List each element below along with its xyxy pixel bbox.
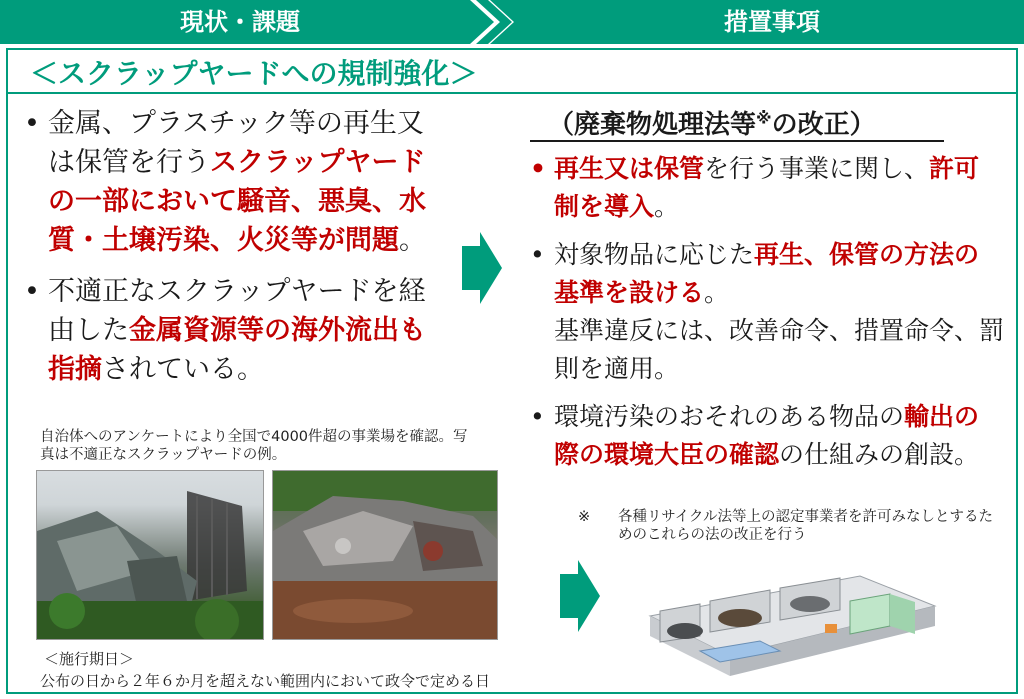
- issues-list: [20, 104, 440, 401]
- measure-1-text: を行う事業に関し、: [704, 154, 930, 183]
- facility-illustration: [640, 556, 940, 684]
- issue-1-text: 金属、プラスチック等の再生又は保管を行う: [48, 108, 424, 178]
- issue-item-1: [20, 104, 440, 260]
- arrow-right-icon: [560, 560, 600, 632]
- effective-date-title: ＜施行期日＞: [44, 650, 135, 668]
- measure-2-text: 対象物品に応じた: [554, 240, 755, 269]
- measure-2-tail: 。: [704, 278, 730, 307]
- issue-1-emphasis: スクラップヤードの一部において騒音、悪臭、水質・土壌汚染、火災等が問題: [48, 147, 426, 256]
- amendment-heading: [548, 104, 876, 141]
- measure-3-emphasis: 輸出の際の環境大臣の確認: [554, 402, 980, 469]
- survey-caption: 自治体へのアンケートにより全国で4000件超の事業場を確認。写真は不適正なスクラップヤードの例。: [40, 429, 468, 463]
- measure-2-emphasis: 再生、保管の方法の基準を設ける: [554, 240, 980, 307]
- issue-1-tail: 。: [399, 225, 426, 256]
- issue-item-2: [20, 272, 440, 389]
- measures-list: [522, 150, 1004, 484]
- measure-1-emphasis-2: 許可制を導入: [554, 154, 980, 221]
- scrapyard-photo-2: [272, 470, 498, 640]
- footnote-text: 各種リサイクル法等上の認定事業者を許可みなしとするためのこれらの法の改正を行う: [618, 509, 993, 543]
- measure-item-3: [522, 398, 1004, 474]
- note-reference-mark: ※: [756, 108, 772, 128]
- amendment-heading-post: の改正）: [771, 110, 876, 140]
- measure-item-1: [522, 150, 1004, 226]
- header-measures: 措置事項: [724, 8, 820, 36]
- measure-2-penalty: 基準違反には、改善命令、措置命令、罰則を適用。: [554, 316, 1005, 383]
- issue-2-emphasis: 金属資源等の海外流出も指摘: [48, 315, 426, 385]
- heading-underline: [530, 140, 944, 142]
- amendment-heading-pre: （廃棄物処理法等: [548, 110, 757, 140]
- arrow-right-icon: [462, 232, 502, 304]
- footnote-mark: ※: [578, 509, 591, 525]
- scrapyard-photo-1: [36, 470, 264, 640]
- measure-3-tail: の仕組みの創設。: [779, 440, 980, 469]
- section-title-bar: [8, 50, 1016, 94]
- bullet-icon: •: [530, 240, 545, 269]
- section-title: ＜スクラップヤードへの規制強化＞: [30, 57, 478, 90]
- header-bar: [0, 0, 1024, 44]
- header-current-issues: 現状・課題: [180, 8, 300, 36]
- issue-2-tail: されている。: [102, 354, 264, 385]
- measure-3-text: 環境汚染のおそれのある物品の: [554, 402, 905, 431]
- measure-1-emphasis: 再生又は保管: [554, 154, 705, 183]
- issue-2-text: 不適正なスクラップヤードを経由した: [48, 276, 426, 346]
- bullet-icon: •: [530, 402, 545, 431]
- bullet-icon: •: [24, 276, 40, 307]
- measure-item-2: [522, 236, 1004, 388]
- bullet-icon: •: [24, 108, 40, 139]
- bullet-icon: •: [530, 154, 546, 183]
- measure-1-tail: 。: [654, 192, 680, 221]
- effective-date-text: 公布の日から２年６か月を超えない範囲内において政令で定める日: [40, 672, 491, 690]
